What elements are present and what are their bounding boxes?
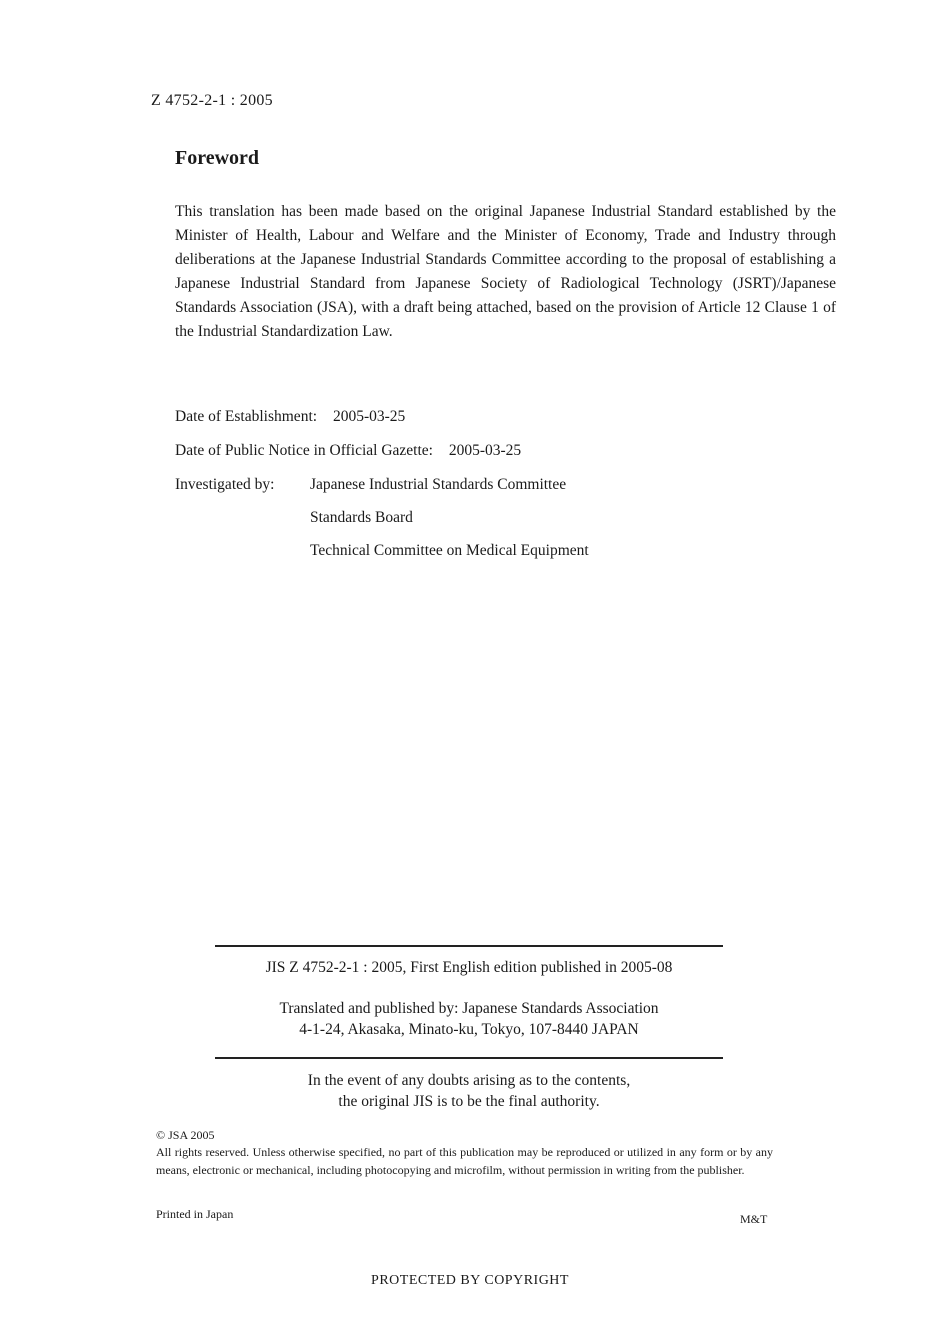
divider-top xyxy=(215,945,723,947)
protected-footer: PROTECTED BY COPYRIGHT xyxy=(371,1273,569,1288)
gazette-label: Date of Public Notice in Official Gazette: xyxy=(175,442,433,459)
publisher-line: Translated and published by: Japanese Standards Association xyxy=(279,1000,659,1017)
address-line: 4-1-24, Akasaka, Minato-ku, Tokyo, 107-8440 JAPAN xyxy=(299,1021,639,1038)
investigator-item: Standards Board xyxy=(310,509,413,526)
foreword-title: Foreword xyxy=(175,147,260,169)
printed-in: Printed in Japan xyxy=(156,1207,234,1221)
standard-id: Z 4752-2-1 : 2005 xyxy=(151,92,273,109)
rights-statement: All rights reserved. Unless otherwise specified, no part of this publication may be reproduced or utilized in any form or by any means, electronic or mechanical, including photocopying and microfilm, without permission in writing from the publisher. xyxy=(156,1145,773,1177)
copyright-notice: © JSA 2005 xyxy=(156,1128,215,1142)
establishment-row xyxy=(175,408,405,426)
foreword-paragraph: This translation has been made based on the original Japanese Industrial Standard established by the Minister of Health, Labour and Welfare and the Minister of Economy, Trade and Industry through deliberations at the Japanese Industrial Standards Committee according to the proposal of establishing a Japanese Industrial Standard from Japanese Society of Radiological Technology (JSRT)/Japanese Standards Association (JSA), with a draft being attached, based on the provision of Article 12 Clause 1 of the Industrial Standardization Law. xyxy=(175,203,836,340)
investigated-label: Investigated by: xyxy=(175,476,275,493)
investigator-item: Japanese Industrial Standards Committee xyxy=(310,476,567,493)
printer-mark: M&T xyxy=(740,1212,768,1226)
investigator-item: Technical Committee on Medical Equipment xyxy=(310,542,589,559)
gazette-date: 2005-03-25 xyxy=(448,442,522,459)
establishment-date: 2005-03-25 xyxy=(332,408,406,425)
divider-bottom xyxy=(215,1057,723,1059)
edition-line: JIS Z 4752-2-1 : 2005, First English edition published in 2005-08 xyxy=(265,959,673,976)
establishment-label: Date of Establishment: xyxy=(175,408,318,425)
gazette-row xyxy=(175,442,521,460)
authority-line-1: In the event of any doubts arising as to the contents, xyxy=(307,1072,631,1089)
authority-line-2: the original JIS is to be the final authority. xyxy=(338,1093,600,1110)
